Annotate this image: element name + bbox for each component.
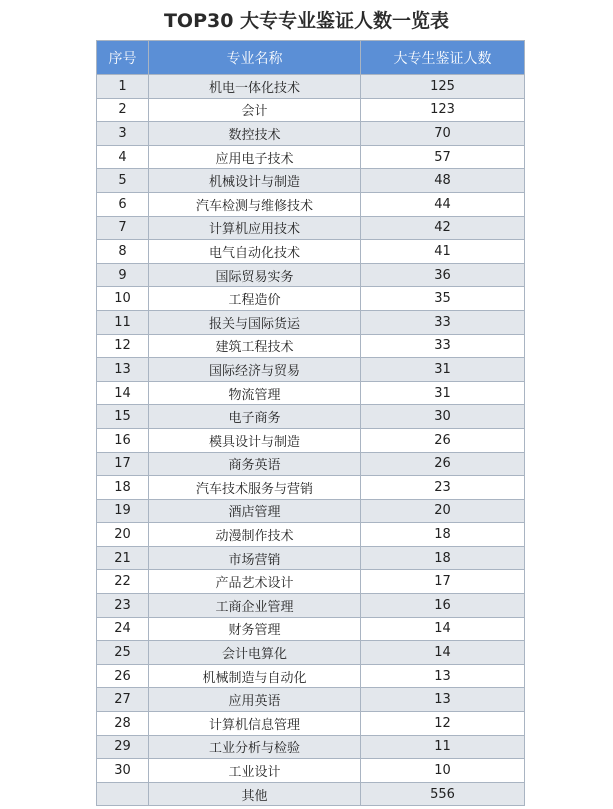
- table-row: [97, 334, 525, 358]
- cell-count: 125: [361, 75, 525, 99]
- cell-major: 模具设计与制造: [149, 428, 361, 452]
- cell-major: 物流管理: [149, 381, 361, 405]
- cell-count: 11: [361, 735, 525, 759]
- cell-major: 建筑工程技术: [149, 334, 361, 358]
- cell-rank: 8: [97, 240, 149, 264]
- cell-major: 报关与国际货运: [149, 310, 361, 334]
- table-row: [97, 759, 525, 783]
- cell-count: 30: [361, 405, 525, 429]
- cell-major: 动漫制作技术: [149, 523, 361, 547]
- cell-rank: 2: [97, 98, 149, 122]
- table-row: [97, 499, 525, 523]
- table-row: [97, 216, 525, 240]
- cell-count: 36: [361, 263, 525, 287]
- header-major: 专业名称: [149, 41, 361, 75]
- table-header-row: [97, 41, 525, 75]
- cell-count: 20: [361, 499, 525, 523]
- cell-rank: 12: [97, 334, 149, 358]
- cell-major: 机械设计与制造: [149, 169, 361, 193]
- cell-rank: 1: [97, 75, 149, 99]
- table-row: [97, 452, 525, 476]
- table-row: [97, 428, 525, 452]
- cell-rank: 26: [97, 664, 149, 688]
- cell-major: 商务英语: [149, 452, 361, 476]
- cell-major: 计算机信息管理: [149, 712, 361, 736]
- cell-rank: 29: [97, 735, 149, 759]
- cell-count: 13: [361, 688, 525, 712]
- cell-count: 33: [361, 334, 525, 358]
- cell-major: 会计电算化: [149, 641, 361, 665]
- cell-major: 机电一体化技术: [149, 75, 361, 99]
- cell-count: 48: [361, 169, 525, 193]
- table-row: [97, 664, 525, 688]
- table-row: [97, 310, 525, 334]
- cell-major: 会计: [149, 98, 361, 122]
- cell-major: 数控技术: [149, 122, 361, 146]
- table-row: [97, 641, 525, 665]
- table-row: [97, 594, 525, 618]
- cell-major: 工商企业管理: [149, 594, 361, 618]
- table-row: [97, 688, 525, 712]
- cell-rank: 16: [97, 428, 149, 452]
- cell-rank: 3: [97, 122, 149, 146]
- table-row: [97, 476, 525, 500]
- cell-rank: 6: [97, 192, 149, 216]
- cell-rank: 21: [97, 546, 149, 570]
- table-row: [97, 192, 525, 216]
- cell-rank: 7: [97, 216, 149, 240]
- cell-count: 57: [361, 145, 525, 169]
- cell-rank: 28: [97, 712, 149, 736]
- cell-rank: 15: [97, 405, 149, 429]
- cell-count: 556: [361, 782, 525, 806]
- cell-count: 35: [361, 287, 525, 311]
- cell-count: 70: [361, 122, 525, 146]
- cell-rank: 27: [97, 688, 149, 712]
- table-row: [97, 546, 525, 570]
- cell-major: 产品艺术设计: [149, 570, 361, 594]
- cell-rank: 18: [97, 476, 149, 500]
- table-row: [97, 617, 525, 641]
- table-row: [97, 523, 525, 547]
- cell-rank: 20: [97, 523, 149, 547]
- cell-count: 17: [361, 570, 525, 594]
- cell-rank: 5: [97, 169, 149, 193]
- table-row: [97, 75, 525, 99]
- table-row: [97, 570, 525, 594]
- cell-rank: 4: [97, 145, 149, 169]
- table-row: [97, 735, 525, 759]
- table-row: [97, 358, 525, 382]
- table-row: [97, 287, 525, 311]
- cell-count: 18: [361, 546, 525, 570]
- cell-rank: 10: [97, 287, 149, 311]
- table-row: [97, 381, 525, 405]
- cell-rank: 25: [97, 641, 149, 665]
- table-body: [97, 75, 525, 806]
- table-row: [97, 405, 525, 429]
- cell-major: 国际经济与贸易: [149, 358, 361, 382]
- table-row: [97, 122, 525, 146]
- cell-rank: 17: [97, 452, 149, 476]
- cell-count: 14: [361, 617, 525, 641]
- cell-count: 31: [361, 358, 525, 382]
- page-title: TOP30 大专专业鉴证人数一览表: [163, 10, 450, 32]
- cell-major: 计算机应用技术: [149, 216, 361, 240]
- cell-count: 10: [361, 759, 525, 783]
- cell-major: 财务管理: [149, 617, 361, 641]
- cell-count: 123: [361, 98, 525, 122]
- cell-count: 44: [361, 192, 525, 216]
- cell-count: 12: [361, 712, 525, 736]
- cell-rank: 23: [97, 594, 149, 618]
- cell-rank: 9: [97, 263, 149, 287]
- cell-count: 18: [361, 523, 525, 547]
- table-row: [97, 712, 525, 736]
- cell-rank: [97, 782, 149, 806]
- cell-count: 42: [361, 216, 525, 240]
- cell-major: 汽车检测与维修技术: [149, 192, 361, 216]
- header-rank: 序号: [97, 41, 149, 75]
- cell-major: 工业设计: [149, 759, 361, 783]
- cell-rank: 14: [97, 381, 149, 405]
- cell-rank: 13: [97, 358, 149, 382]
- cell-major: 其他: [149, 782, 361, 806]
- cell-major: 酒店管理: [149, 499, 361, 523]
- cell-major: 应用英语: [149, 688, 361, 712]
- cell-major: 电气自动化技术: [149, 240, 361, 264]
- cell-count: 26: [361, 452, 525, 476]
- cell-count: 14: [361, 641, 525, 665]
- cell-count: 13: [361, 664, 525, 688]
- cell-major: 电子商务: [149, 405, 361, 429]
- table-row: [97, 145, 525, 169]
- cell-count: 41: [361, 240, 525, 264]
- cell-rank: 24: [97, 617, 149, 641]
- cell-major: 国际贸易实务: [149, 263, 361, 287]
- table-row: [97, 782, 525, 806]
- cell-major: 市场营销: [149, 546, 361, 570]
- table-row: [97, 169, 525, 193]
- cell-rank: 30: [97, 759, 149, 783]
- ranking-table: [96, 40, 525, 806]
- header-count: 大专生鉴证人数: [361, 41, 525, 75]
- cell-rank: 22: [97, 570, 149, 594]
- cell-rank: 11: [97, 310, 149, 334]
- table-row: [97, 240, 525, 264]
- cell-major: 工业分析与检验: [149, 735, 361, 759]
- cell-major: 机械制造与自动化: [149, 664, 361, 688]
- cell-count: 31: [361, 381, 525, 405]
- cell-major: 汽车技术服务与营销: [149, 476, 361, 500]
- cell-count: 26: [361, 428, 525, 452]
- cell-count: 33: [361, 310, 525, 334]
- cell-major: 工程造价: [149, 287, 361, 311]
- table-row: [97, 98, 525, 122]
- cell-count: 16: [361, 594, 525, 618]
- cell-major: 应用电子技术: [149, 145, 361, 169]
- table-row: [97, 263, 525, 287]
- cell-count: 23: [361, 476, 525, 500]
- cell-rank: 19: [97, 499, 149, 523]
